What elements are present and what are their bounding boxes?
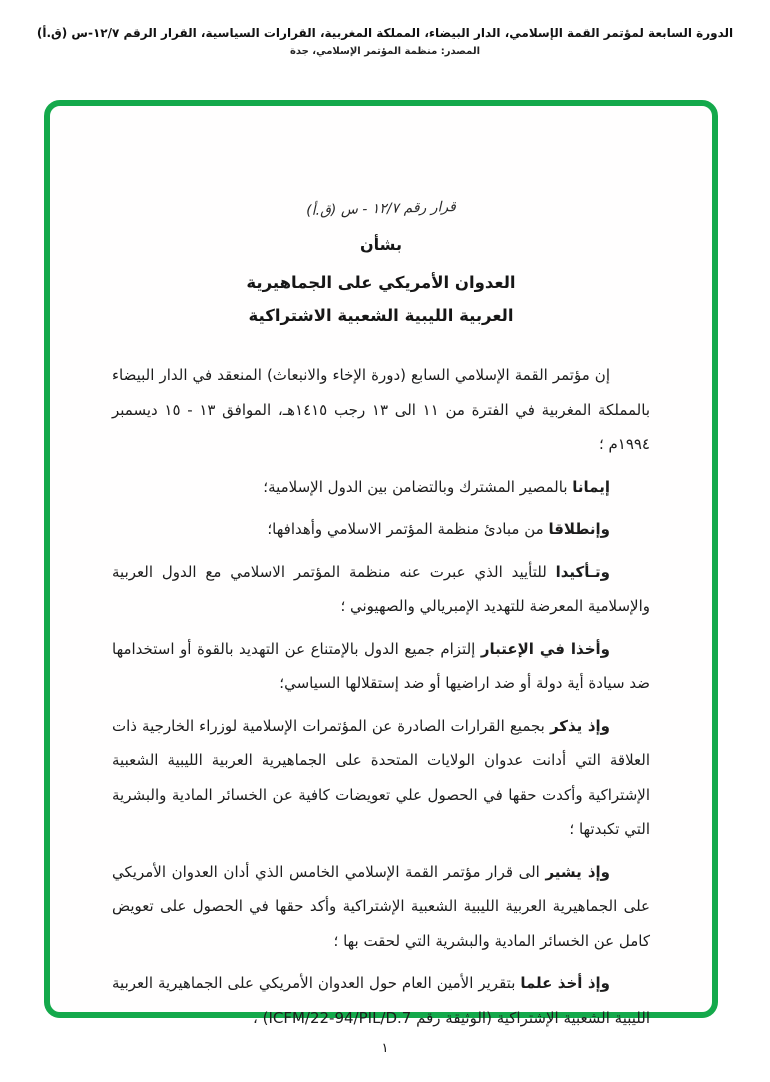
paragraph-imanan <box>112 470 650 505</box>
header-source-line: المصدر: منظمة المؤتمر الإسلامي، جدة <box>289 46 481 57</box>
paragraph-lead: وأخذا في الإعتبار <box>480 639 610 658</box>
paragraph-akhdan <box>112 632 650 701</box>
paragraph-idh-yudhakkir <box>112 709 650 847</box>
paragraph-text: الى قرار مؤتمر القمة الإسلامي الخامس الذي أدان العدوان الأمريكي على الجماهيرية العربية الليبية الشعبية الإشتراكية وأكد حقها في الحصول على تعويض كامل عن الخسائر المادية والبشرية التي لحقت بها ؛ <box>112 862 650 950</box>
paragraph-lead: إيمانا <box>572 477 610 496</box>
handwritten-resolution-ref: قرار رقم ١٢/٧ - س (ق.أ) <box>305 199 457 219</box>
paragraph-intilaqan <box>112 512 650 547</box>
paragraph-text: من مبادئ منظمة المؤتمر الاسلامي وأهدافها؛ <box>267 520 549 538</box>
document-green-frame <box>44 100 718 1027</box>
paragraph-text: بالمصير المشترك وبالتضامن بين الدول الإسلامية؛ <box>263 477 573 496</box>
document-title-line-1: العدوان الأمريكي على الجماهيرية <box>246 273 516 292</box>
paragraph-text: إلتزام جميع الدول بالإمتناع عن التهديد بالقوة أو استخدامها ضد سيادة أية دولة أو ضد اراضيها أو ضد إستقلالها السياسي؛ <box>112 639 650 692</box>
paragraph-lead: وإذ يشير <box>545 862 610 881</box>
paragraph-lead: وإذ يذكر <box>549 716 610 735</box>
page-number: ١ <box>381 1041 389 1056</box>
document-content <box>112 201 650 1043</box>
paragraph-takidan <box>112 555 650 624</box>
document-body <box>112 358 650 1035</box>
document-header <box>0 26 770 57</box>
paragraph-text: بجميع القرارات الصادرة عن المؤتمرات الإسلامية لوزراء الخارجية ذات العلاقة التي أدانت عدوان الولايات المتحدة على الجماهيرية العربية الليبية الشعبية الإشتراكية وأكدت حقها في الحصول علي تعويضات كافية عن الخسائر المادية والبشرية التي تكبدتها ؛ <box>112 716 650 838</box>
paragraph-text: للتأييد الذي عبرت عنه منظمة المؤتمر الاسلامي مع الدول العربية والإسلامية المعرضة للتهديد الإمبريالي والصهيوني ؛ <box>112 562 650 615</box>
paragraph-text: بتقرير الأمين العام حول العدوان الأمريكي على الجماهيرية العربية الليبية الشعبية الإشتراكية (الوثيقة رقم ICFM/22-94/PIL/D.7) ، <box>112 974 650 1027</box>
document-title-line-2: العربية الليبية الشعبية الاشتراكية <box>248 306 514 325</box>
subject-label: بشأن <box>360 235 402 254</box>
paragraph-idh-yushir <box>112 855 650 959</box>
paragraph-text: إن مؤتمر القمة الإسلامي السابع (دورة الإخاء والانبعاث) المنعقد في الدار البيضاء بالمملكة المغربية في الفترة من ١١ الى ١٣ رجب ١٤١٥هـ، الموافق ١٣ - ١٥ ديسمبر ١٩٩٤م ؛ <box>112 366 650 453</box>
paragraph-idh-akhadha-ilman <box>112 966 650 1035</box>
paragraph-lead: وإذ أخذ علما <box>520 974 610 992</box>
paragraph-lead: وتـأكيدا <box>555 562 610 581</box>
paragraph-preamble <box>112 358 650 462</box>
header-citation-line: الدورة السابعة لمؤتمر القمة الإسلامي، الدار البيضاء، المملكة المغربية، القرارات السياسية، القرار الرقم ١٢/٧-س (ق.أ) <box>36 26 734 40</box>
paragraph-lead: وإنطلاقا <box>548 520 610 538</box>
